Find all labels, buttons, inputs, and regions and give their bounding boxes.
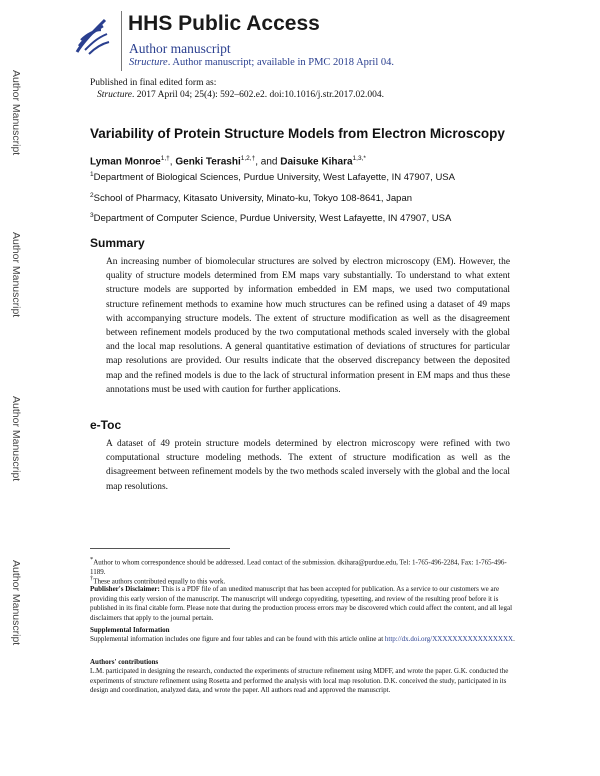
header-divider xyxy=(121,11,122,71)
published-label: Published in final edited form as: xyxy=(90,78,217,88)
author-list: Lyman Monroe$^{1,\dagger}$, Genki Terashi$^{1,2,\dagger}$, and Daisuke Kihara$^{1,3,*}$ xyxy=(90,155,366,168)
affiliation-1: $^1$Department of Biological Sciences, Purdue University, West Lafayette, IN 47907, USA xyxy=(90,171,455,184)
summary-text: An increasing number of biomolecular structures are solved by electron microscopy (EM). However, the quality of structure models determined from EM maps vary substantially. To understand to what extent structure models are supported by information embedded in EM maps, we used two computational structure refinement methods to examine how much structures can be refined using a dataset of 49 maps with accompanying structure models. The extent of structure modification as well as the disagreement between refinement models produced by the two computational methods scaled inversely with the global and the local map resolutions. A general quantitative estimation of deviations of structures for particular map resolutions are provided. Our results indicate that the observed discrepancy between the deposited map and the refined models is due to the lack of structural information present in EM maps and thus these annotations must be used with caution for further applications. xyxy=(106,257,510,395)
hhs-eagle-logo xyxy=(73,12,111,58)
footnote-equal: †These authors contributed equally to this work. xyxy=(90,575,226,586)
contributions-heading: Authors' contributions xyxy=(90,658,159,666)
supplemental-text: Supplemental information includes one figure and four tables and can be found with this article online at http://dx.doi.org/XXXXXXXXXXXXXXXX. xyxy=(90,635,515,643)
etoc-text: A dataset of 49 protein structure models determined by electron microscopy were refined with two computational structure modeling methods. The extent of structure modification as well as the disagreement between refinement models by the two methods scaled inversely with the global and the local map resolutions. xyxy=(106,439,510,492)
header-subtitle: Author manuscript xyxy=(129,41,231,56)
summary-heading: Summary xyxy=(90,236,145,250)
article-title: Variability of Protein Structure Models from Electron Microscopy xyxy=(90,126,505,141)
supplemental-link[interactable]: http://dx.doi.org/XXXXXXXXXXXXXXXX xyxy=(384,635,514,643)
etoc-heading: e-Toc xyxy=(90,418,122,432)
side-label-4: Author Manuscript xyxy=(10,560,22,646)
citation: Structure. 2017 April 04; 25(4): 592–602.e2. doi:10.1016/j.str.2017.02.004. xyxy=(97,90,385,100)
footnote-divider xyxy=(90,548,230,549)
affiliation-3: $^3$Department of Computer Science, Purdue University, West Lafayette, IN 47907, USA xyxy=(90,212,452,225)
publisher-disclaimer: Publisher's Disclaimer: This is a PDF file of an unedited manuscript that has been accepted for publication. As a service to our customers we are providing this early version of the manuscript. The manuscript will undergo copyediting, typesetting, and review of the resulting proof before it is published in its final citable form. Please note that during the production process errors may be discovered which could affect the content, and all legal disclaimers that apply to the journal pertain. xyxy=(90,585,513,622)
supplemental-heading: Supplemental Information xyxy=(90,626,170,634)
header-title: HHS Public Access xyxy=(128,12,320,35)
side-label-1: Author Manuscript xyxy=(10,70,22,156)
side-label-2: Author Manuscript xyxy=(10,232,22,318)
affiliation-2: $^2$School of Pharmacy, Kitasato University, Minato-ku, Tokyo 108-8641, Japan xyxy=(90,192,413,205)
header-availability: Structure. Author manuscript; available in PMC 2018 April 04. xyxy=(129,57,395,68)
contributions-text: L.M. participated in designing the research, conducted the experiments of structure refinement using MDFF, and wrote the paper. G.K. conducted the experiments of structure refinement using Rosetta and performed the analysis with local map resolution. D.K. conceived the study, participated in its design and coordination, analyzed data, and wrote the paper. All authors read and approved the manuscript. xyxy=(90,667,509,695)
footnote-correspondence: *Author to whom correspondence should be addressed. Lead contact of the submission. dkihara@purdue.edu, Tel: 1-765-496-2284, Fax: 1-765-496-1189. xyxy=(90,556,507,576)
side-label-3: Author Manuscript xyxy=(10,396,22,482)
